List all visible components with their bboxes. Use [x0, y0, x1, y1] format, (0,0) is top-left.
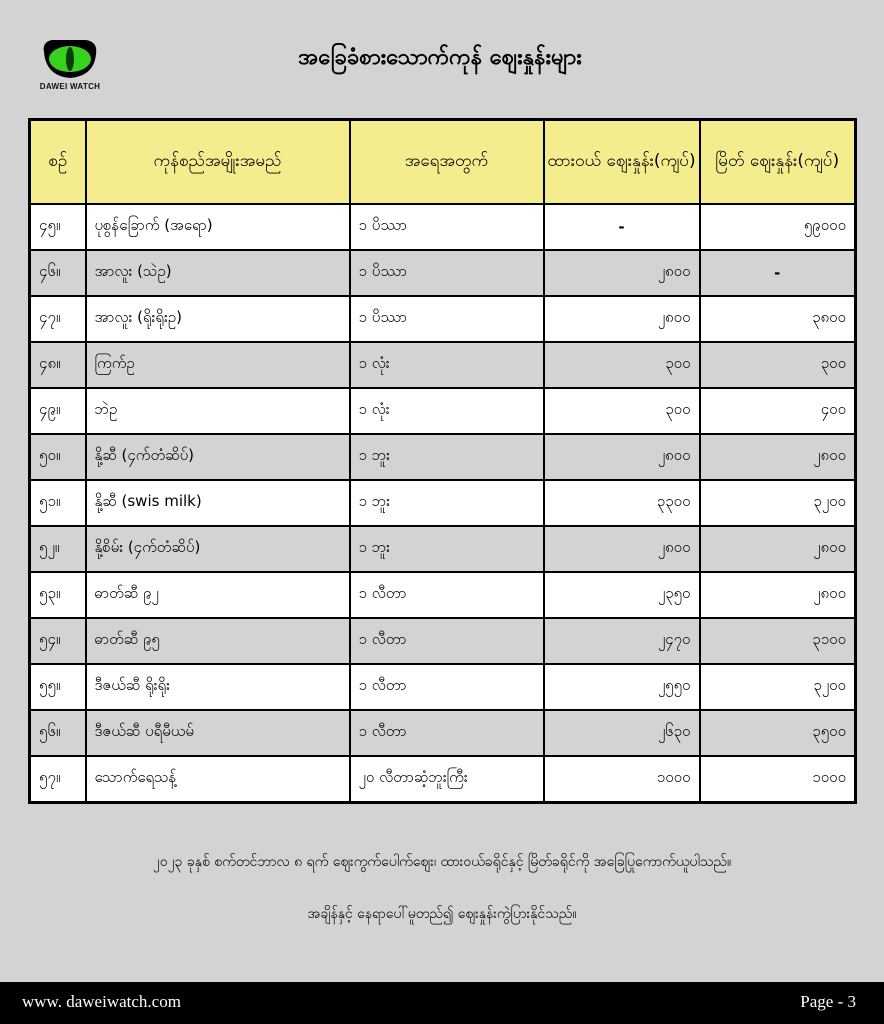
cell-item-name: ဒီဇယ်ဆီ ရိုးရိုး [86, 664, 350, 710]
cell-number: ၅၅။ [30, 664, 86, 710]
cell-quantity: ၁ ဘူး [350, 526, 544, 572]
cell-quantity: ၁ လီတာ [350, 664, 544, 710]
table-row [30, 480, 856, 526]
cell-item-name: အာလူး (ရိုးရိုးဥ) [86, 296, 350, 342]
table-row [30, 250, 856, 296]
cell-myeik-price: ၃၈၀၀ [700, 296, 856, 342]
cell-item-name: နို့စိမ်း (၄က်တံဆိပ်) [86, 526, 350, 572]
logo-text: DAWEI WATCH [39, 82, 101, 91]
cell-quantity: ၁ လီတာ [350, 710, 544, 756]
cell-number: ၅၀။ [30, 434, 86, 480]
cell-number: ၅၂။ [30, 526, 86, 572]
cell-quantity: ၁ ဘူး [350, 480, 544, 526]
cell-item-name: ကြက်ဥ [86, 342, 350, 388]
cell-number: ၅၇။ [30, 756, 86, 803]
price-table [28, 118, 857, 804]
cell-dawei-price: ၂၈၀၀ [544, 434, 700, 480]
cell-number: ၅၄။ [30, 618, 86, 664]
cell-number: ၄၈။ [30, 342, 86, 388]
cell-quantity: ၁ လီတာ [350, 572, 544, 618]
cell-quantity: ၁ ပိဿာ [350, 204, 544, 250]
cell-number: ၅၁။ [30, 480, 86, 526]
cell-dawei-price: ၂၈၀၀ [544, 526, 700, 572]
cell-quantity: ၂၀ လီတာဆံ့ဘူးကြီး [350, 756, 544, 803]
cell-quantity: ၁ ပိဿာ [350, 250, 544, 296]
table-row [30, 572, 856, 618]
cell-myeik-price: ၄၀၀ [700, 388, 856, 434]
cell-quantity: ၁ လုံး [350, 388, 544, 434]
cell-myeik-price: ၅၉၀၀၀ [700, 204, 856, 250]
table-row [30, 664, 856, 710]
table-row [30, 710, 856, 756]
cell-dawei-price: ၂၃၅၀ [544, 572, 700, 618]
page-number: Page - 3 [800, 992, 856, 1011]
table-row [30, 526, 856, 572]
table-row [30, 618, 856, 664]
cell-number: ၄၇။ [30, 296, 86, 342]
table-body [30, 204, 856, 803]
table-row [30, 434, 856, 480]
cell-number: ၄၉။ [30, 388, 86, 434]
eye-icon [40, 38, 100, 80]
cell-dawei-price: ၂၈၀၀ [544, 250, 700, 296]
cell-myeik-price: ၃၀၀ [700, 342, 856, 388]
note-line-1: ၂၀၂၃ ခုနှစ် စက်တင်ဘာလ ၈ ရက် ဈေးကွက်ပေါက်ဈေး၊ ထားဝယ်ခရိုင်နှင့် မြိတ်ခရိုင်ကို အခြေပြုကောက်ယူပါသည်။ [152, 854, 732, 870]
column-header-item: ကုန်စည်အမျိုးအမည် [86, 120, 350, 205]
cell-item-name: ပုစွန်ခြောက် (အရော) [86, 204, 350, 250]
cell-item-name: ဓာတ်ဆီ ၉၂ [86, 572, 350, 618]
cell-myeik-price: ၁၀၀၀ [700, 756, 856, 803]
footer-bar [0, 982, 884, 1024]
cell-number: ၅၃။ [30, 572, 86, 618]
cell-myeik-price: ၃၅၀၀ [700, 710, 856, 756]
cell-dawei-price: ၁၀၀၀ [544, 756, 700, 803]
column-header-myeik-price: မြိတ် ဈေးနှုန်း(ကျပ်) [700, 120, 856, 205]
cell-myeik-price: ၂၈၀၀ [700, 526, 856, 572]
cell-dawei-price: ၃၃၀၀ [544, 480, 700, 526]
column-header-quantity: အရေအတွက် [350, 120, 544, 205]
cell-dawei-price: ၂၅၅၀ [544, 664, 700, 710]
cell-dawei-price: ၂၈၀၀ [544, 296, 700, 342]
website-link[interactable]: www. daweiwatch.com [22, 992, 181, 1011]
cell-number: ၄၅။ [30, 204, 86, 250]
cell-myeik-price: ၃၂၀၀ [700, 664, 856, 710]
cell-quantity: ၁ ဘူး [350, 434, 544, 480]
table-row [30, 342, 856, 388]
cell-myeik-price: - [700, 250, 856, 296]
table-row [30, 388, 856, 434]
column-header-dawei-price: ထားဝယ် ဈေးနှုန်း(ကျပ်) [544, 120, 700, 205]
table-row [30, 204, 856, 250]
table-row [30, 756, 856, 803]
cell-dawei-price: ၃၀၀ [544, 342, 700, 388]
cell-myeik-price: ၃၂၀၀ [700, 480, 856, 526]
cell-number: ၅၆။ [30, 710, 86, 756]
cell-item-name: နို့ဆီ (၄က်တံဆိပ်) [86, 434, 350, 480]
table-header-row [30, 120, 856, 205]
page-title: အခြေခံစားသောက်ကုန် ဈေးနှုန်းများ [298, 45, 582, 70]
cell-dawei-price: - [544, 204, 700, 250]
cell-myeik-price: ၂၈၀၀ [700, 572, 856, 618]
cell-item-name: ဓာတ်ဆီ ၉၅ [86, 618, 350, 664]
column-header-no: စဉ် [30, 120, 86, 205]
cell-item-name: အာလူး (သဲဥ) [86, 250, 350, 296]
cell-item-name: ဘဲဥ [86, 388, 350, 434]
cell-item-name: ဒီဇယ်ဆီ ပရီမီယမ် [86, 710, 350, 756]
cell-dawei-price: ၂၆၃၀ [544, 710, 700, 756]
cell-number: ၄၆။ [30, 250, 86, 296]
cell-dawei-price: ၂၄၇၀ [544, 618, 700, 664]
cell-quantity: ၁ လုံး [350, 342, 544, 388]
dawei-watch-logo [30, 38, 110, 98]
cell-dawei-price: ၃၀၀ [544, 388, 700, 434]
cell-myeik-price: ၂၈၀၀ [700, 434, 856, 480]
note-line-2: အချိန်နှင့် နေရာပေါ်မူတည်၍ ဈေးနှုန်းကွဲပြားနိုင်သည်။ [307, 906, 577, 922]
cell-item-name: သောက်ရေသန့် [86, 756, 350, 803]
cell-myeik-price: ၃၁၀၀ [700, 618, 856, 664]
cell-quantity: ၁ ပိဿာ [350, 296, 544, 342]
table-row [30, 296, 856, 342]
cell-item-name: နို့ဆီ (swis milk) [86, 480, 350, 526]
cell-quantity: ၁ လီတာ [350, 618, 544, 664]
